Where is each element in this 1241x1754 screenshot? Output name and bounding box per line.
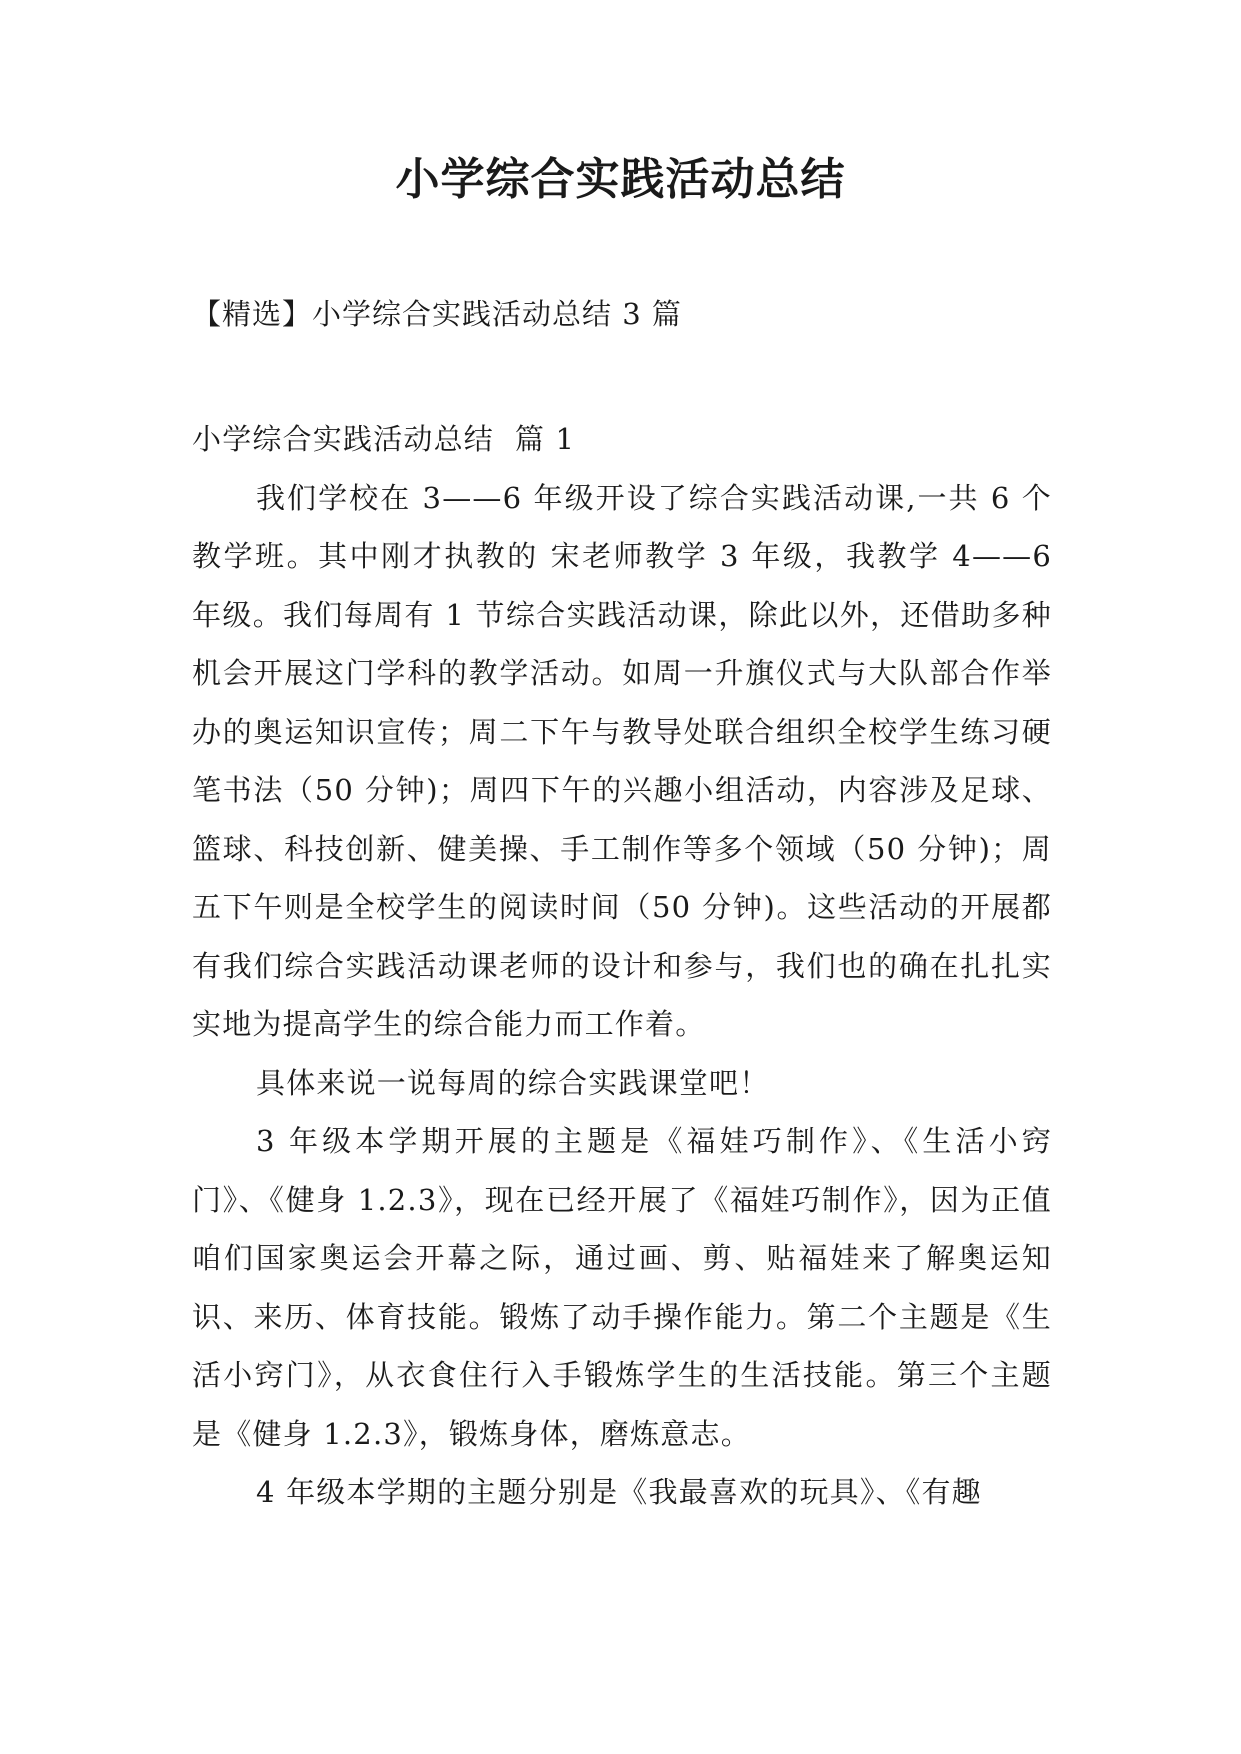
paragraph-4: 4 年级本学期的主题分别是《我最喜欢的玩具》、《有趣 <box>256 1475 982 1509</box>
paragraph-1: 我们学校在 3——6 年级开设了综合实践活动课,一共 6 个教学班。其中刚才执教的 宋老师教学 3 年级，我教学 4——6 年级。我们每周有 1 节综合实践活动课，除此以外，还借助多种机会开展这门学科的教学活动。如周一升旗仪式与大队部合作举办的奥运知识宣传；周二下午与教导处联合组织全校学生练习硬笔书法（50 分钟)；周四下午的兴趣小组活动，内容涉及足球、篮球、科技创新、健美操、手工制作等多个领域（50 分钟)；周五下午则是全校学生的阅读时间（50 分钟)。这些活动的开展都有我们综合实践活动课老师的设计和参与，我们也的确在扎扎实实地为提高学生的综合能力而工作着。 <box>192 480 1052 1041</box>
document-body <box>192 410 1052 1522</box>
paragraph-3: 3 年级本学期开展的主题是《福娃巧制作》、《生活小窍门》、《健身 1.2.3》，现在已经开展了《福娃巧制作》，因为正值咱们国家奥运会开幕之际，通过画、剪、贴福娃来了解奥运知识、来历、体育技能。锻炼了动手操作能力。第二个主题是《生活小窍门》，从衣食住行入手锻炼学生的生活技能。第三个主题是《健身 1.2.3》，锻炼身体，磨炼意志。 <box>192 1124 1052 1451</box>
paragraph-2: 具体来说一说每周的综合实践课堂吧！ <box>256 1065 770 1100</box>
document-subtitle: 【精选】小学综合实践活动总结 3 篇 <box>192 297 682 331</box>
document-title: 小学综合实践活动总结 <box>395 154 846 205</box>
section-heading: 小学综合实践活动总结 篇 1 <box>192 422 576 456</box>
